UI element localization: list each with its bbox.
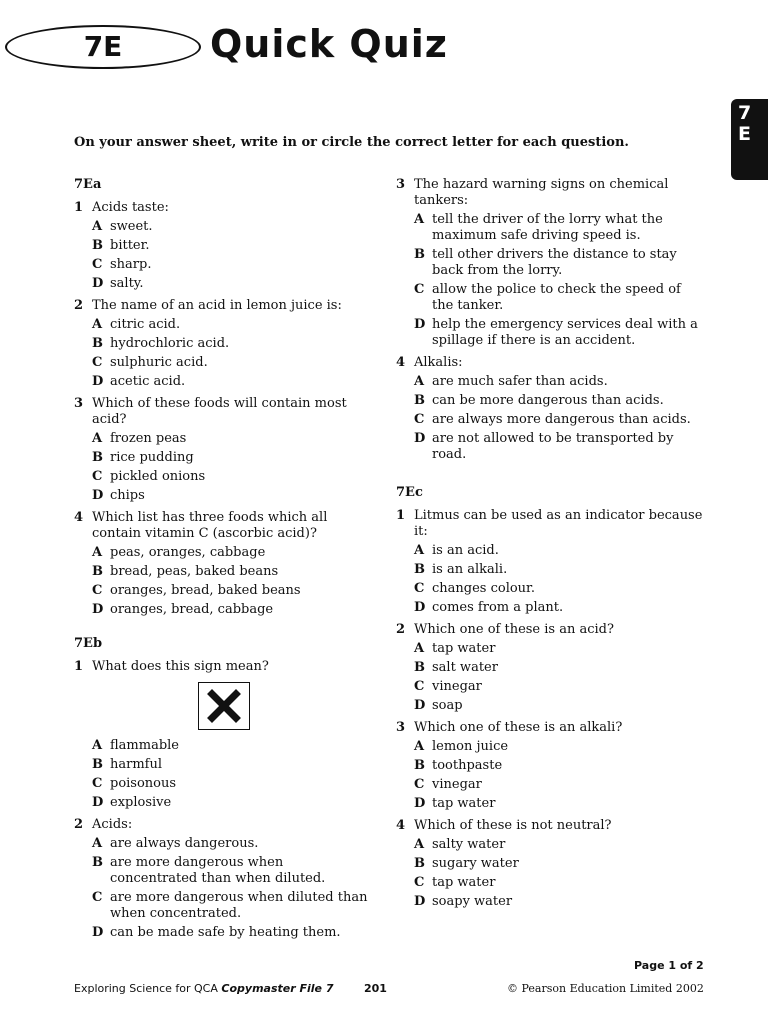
page-indicator: Page 1 of 2 [634,959,704,972]
option-text: bread, peas, baked beans [110,564,279,579]
page-number: 201 [364,982,387,995]
option-letter: B [92,238,103,253]
answer-option[interactable] [414,581,706,597]
option-text: sharp. [110,257,152,272]
section-heading-7ea: 7Ea [74,177,102,192]
answer-option[interactable] [92,738,374,754]
question-text: The name of an acid in lemon juice is: [92,298,342,313]
answer-option[interactable] [414,641,706,657]
question-7eb-4 [396,355,706,463]
option-letter: D [92,602,104,617]
answer-option[interactable] [414,875,706,891]
x-cross-icon [207,689,241,723]
option-text: chips [110,488,145,503]
options-7eb-1 [74,738,374,811]
option-letter: C [92,469,103,484]
option-text: bitter. [110,238,150,253]
option-text: soap [432,698,463,713]
option-letter: C [414,679,425,694]
option-text: lemon juice [432,739,509,754]
answer-option[interactable] [92,336,374,352]
option-text: hydrochloric acid. [110,336,230,351]
option-text: citric acid. [110,317,181,332]
copymaster-file: Copymaster File 7 [221,982,334,995]
answer-option[interactable] [414,856,706,872]
answer-option[interactable] [92,431,374,447]
answer-option[interactable] [414,562,706,578]
answer-option[interactable] [414,212,706,244]
answer-option[interactable] [414,739,706,755]
option-letter: C [92,355,103,370]
question-number: 2 [74,298,84,313]
option-text: sweet. [110,219,153,234]
option-letter: B [414,660,425,675]
option-text: changes colour. [432,581,535,596]
option-letter: A [92,836,103,851]
question-7ea-1 [74,200,374,292]
option-text: salt water [432,660,498,675]
option-text: flammable [110,738,179,753]
option-letter: B [414,562,425,577]
option-text: are always more dangerous than acids. [432,412,691,427]
option-text: tap water [432,875,496,890]
option-text: salty water [432,837,506,852]
option-letter: D [414,894,426,909]
instruction: On your answer sheet, write in or circle the correct letter for each question. [74,135,629,150]
answer-option[interactable] [414,894,706,910]
question-number: 3 [74,396,84,411]
answer-option[interactable] [92,469,374,485]
answer-option[interactable] [92,795,374,811]
answer-option[interactable] [414,412,706,428]
answer-option[interactable] [92,545,374,561]
question-number: 3 [396,720,406,735]
answer-option[interactable] [414,374,706,390]
section-heading-7ec: 7Ec [396,485,423,500]
question-7eb-3 [396,177,706,349]
question-text: Acids taste: [92,200,169,215]
option-text: is an alkali. [432,562,508,577]
option-text: acetic acid. [110,374,186,389]
option-letter: D [414,431,426,446]
option-letter: D [92,925,104,940]
option-text: are more dangerous when diluted than when concentrated. [110,890,368,921]
answer-option[interactable] [414,796,706,812]
option-letter: D [414,600,426,615]
option-letter: B [92,855,103,870]
answer-option[interactable] [92,355,374,371]
question-text: Which one of these is an acid? [414,622,614,637]
option-text: comes from a plant. [432,600,564,615]
option-letter: C [414,875,425,890]
question-number: 1 [396,508,406,523]
answer-option[interactable] [414,282,706,314]
option-text: tap water [432,796,496,811]
answer-option[interactable] [414,247,706,279]
option-letter: D [414,796,426,811]
option-letter: A [92,545,103,560]
option-letter: D [414,317,426,332]
option-text: tell other drivers the distance to stay back from the lorry. [432,247,677,278]
option-letter: B [414,856,425,871]
option-text: toothpaste [432,758,503,773]
answer-option[interactable] [414,600,706,616]
question-text: Which of these is not neutral? [414,818,612,833]
answer-option[interactable] [92,257,374,273]
answer-option[interactable] [414,317,706,349]
option-letter: C [92,583,103,598]
question-7ec-2 [396,622,706,714]
option-text: pickled onions [110,469,206,484]
side-tab-line1: 7 [738,102,752,124]
question-text: Which one of these is an alkali? [414,720,623,735]
question-7eb-2 [74,817,374,941]
option-letter: A [414,543,425,558]
option-letter: D [92,488,104,503]
answer-option[interactable] [92,836,374,852]
option-letter: C [414,412,425,427]
option-text: can be more dangerous than acids. [432,393,664,408]
option-text: soapy water [432,894,513,909]
option-letter: C [92,890,103,905]
question-text: Acids: [92,817,133,832]
question-text: What does this sign mean? [92,659,269,674]
question-7eb-2-wrap [74,817,374,941]
answer-option[interactable] [92,374,374,390]
harmful-hazard-sign [198,682,250,730]
question-7ea-4 [74,510,374,618]
question-number: 1 [74,200,84,215]
answer-option[interactable] [414,431,706,463]
option-text: are always dangerous. [110,836,259,851]
section-7eb-continued [396,177,706,463]
option-letter: B [414,393,425,408]
answer-option[interactable] [92,757,374,773]
answer-option[interactable] [414,777,706,793]
option-letter: A [92,219,103,234]
right-column [396,177,706,916]
question-7ec-3 [396,720,706,812]
option-text: help the emergency services deal with a spillage if there is an accident. [432,317,698,348]
option-text: rice pudding [110,450,194,465]
option-text: allow the police to check the speed of the tanker. [432,282,681,313]
option-text: tell the driver of the lorry what the maximum safe driving speed is. [432,212,663,243]
question-text: Which of these foods will contain most acid? [92,396,347,427]
option-text: are more dangerous when concentrated than when diluted. [110,855,326,886]
option-text: can be made safe by heating them. [110,925,341,940]
option-text: vinegar [432,679,482,694]
option-letter: D [92,374,104,389]
question-7ec-4 [396,818,706,910]
option-letter: C [92,776,103,791]
question-7eb-1 [74,659,374,811]
option-text: salty. [110,276,144,291]
option-letter: C [414,282,425,297]
question-number: 3 [396,177,406,192]
answer-option[interactable] [414,698,706,714]
question-number: 4 [74,510,84,525]
section-7ea [74,200,374,618]
option-letter: A [92,738,103,753]
question-number: 2 [396,622,406,637]
option-text: sulphuric acid. [110,355,208,370]
answer-option[interactable] [92,219,374,235]
question-number: 2 [74,817,84,832]
option-letter: B [92,336,103,351]
option-text: harmful [110,757,163,772]
answer-option[interactable] [92,276,374,292]
option-letter: A [92,431,103,446]
question-7ea-3 [74,396,374,504]
answer-option[interactable] [92,564,374,580]
question-text: Which list has three foods which all contain vitamin C (ascorbic acid)? [92,510,328,541]
option-letter: C [92,257,103,272]
option-letter: B [92,564,103,579]
option-text: is an acid. [432,543,499,558]
option-letter: B [414,247,425,262]
option-letter: D [414,698,426,713]
answer-option[interactable] [92,488,374,504]
option-letter: C [414,581,425,596]
publication-name: Exploring Science for QCA [74,982,218,995]
option-letter: C [414,777,425,792]
answer-option[interactable] [92,855,374,887]
option-letter: A [414,837,425,852]
answer-option[interactable] [414,543,706,559]
option-letter: A [92,317,103,332]
option-letter: B [92,450,103,465]
option-letter: B [414,758,425,773]
answer-option[interactable] [92,238,374,254]
answer-option[interactable] [414,393,706,409]
option-letter: A [414,641,425,656]
question-text: Alkalis: [414,355,463,370]
answer-option[interactable] [414,837,706,853]
page-title: Quick Quiz [210,22,448,66]
option-text: are much safer than acids. [432,374,608,389]
question-7ea-2 [74,298,374,390]
option-text: poisonous [110,776,177,791]
answer-option[interactable] [414,758,706,774]
answer-option[interactable] [92,317,374,333]
answer-option[interactable] [92,602,374,618]
answer-option[interactable] [92,890,374,922]
option-text: peas, oranges, cabbage [110,545,266,560]
side-tab [731,99,768,180]
option-letter: A [414,374,425,389]
option-letter: D [92,795,104,810]
option-text: are not allowed to be transported by road. [432,431,674,462]
option-text: sugary water [432,856,519,871]
question-number: 4 [396,355,406,370]
option-letter: D [92,276,104,291]
option-text: oranges, bread, cabbage [110,602,274,617]
answer-option[interactable] [414,660,706,676]
option-text: explosive [110,795,172,810]
question-7ec-1 [396,508,706,616]
option-text: vinegar [432,777,482,792]
answer-option[interactable] [92,925,374,941]
option-letter: A [414,739,425,754]
answer-option[interactable] [92,450,374,466]
question-number: 1 [74,659,84,674]
copyright: © Pearson Education Limited 2002 [507,982,704,995]
left-column [74,177,374,947]
option-text: oranges, bread, baked beans [110,583,301,598]
section-heading-7eb: 7Eb [74,636,103,651]
footer-publication [74,982,333,995]
side-tab-line2: E [738,123,751,145]
option-letter: A [414,212,425,227]
answer-option[interactable] [92,776,374,792]
question-text: The hazard warning signs on chemical tankers: [414,177,669,208]
question-number: 4 [396,818,406,833]
option-text: frozen peas [110,431,187,446]
option-letter: B [92,757,103,772]
answer-option[interactable] [414,679,706,695]
answer-option[interactable] [92,583,374,599]
question-text: Litmus can be used as an indicator because it: [414,508,703,539]
option-text: tap water [432,641,496,656]
section-7ec [396,508,706,910]
unit-code: 7E [83,30,123,63]
